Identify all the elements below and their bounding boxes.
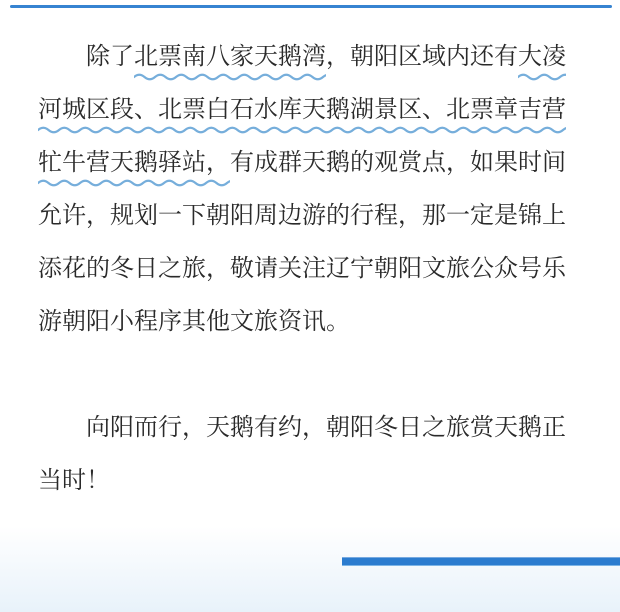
text-segment: 添花的冬日之旅，敬请关注辽宁朝阳文旅公众号乐 — [38, 255, 566, 282]
highlighted-text-segment: 北票南八家天鹅湾 — [134, 30, 326, 83]
text-segment: 游朝阳小程序其他文旅资讯。 — [38, 308, 350, 335]
wavy-underline — [134, 72, 326, 81]
article-body — [38, 30, 594, 507]
text-line — [38, 242, 594, 295]
text-line — [38, 30, 594, 83]
wavy-underline — [38, 178, 230, 187]
text-segment: ，朝阳区域内还有 — [326, 43, 518, 70]
paragraph-2 — [38, 401, 594, 507]
text-segment: 当时！ — [38, 467, 110, 494]
text-segment: 除了 — [86, 43, 134, 70]
highlighted-text-segment: 大凌 — [518, 30, 566, 83]
top-accent-line — [10, 5, 612, 8]
highlighted-text-segment: 河城区段、北票白石水库天鹅湖景区、北票章吉营 — [38, 83, 566, 136]
text-line — [38, 136, 594, 189]
text-segment: 允许，规划一下朝阳周边游的行程，那一定是锦上 — [38, 202, 566, 229]
text-line — [38, 454, 594, 507]
text-segment: 有成群天鹅的观赏点，如果时间 — [230, 149, 566, 176]
paragraph-1 — [38, 30, 594, 348]
text-line — [38, 83, 594, 136]
text-line — [38, 189, 594, 242]
text-line — [38, 401, 594, 454]
highlighted-text-segment: 牤牛营天鹅驿站， — [38, 136, 230, 189]
wavy-underline — [38, 125, 566, 134]
bottom-accent-bar — [342, 557, 620, 566]
text-segment: 向阳而行，天鹅有约，朝阳冬日之旅赏天鹅正 — [86, 414, 566, 441]
text-line — [38, 295, 594, 348]
wavy-underline — [518, 72, 566, 81]
paragraph-spacer — [38, 348, 594, 401]
